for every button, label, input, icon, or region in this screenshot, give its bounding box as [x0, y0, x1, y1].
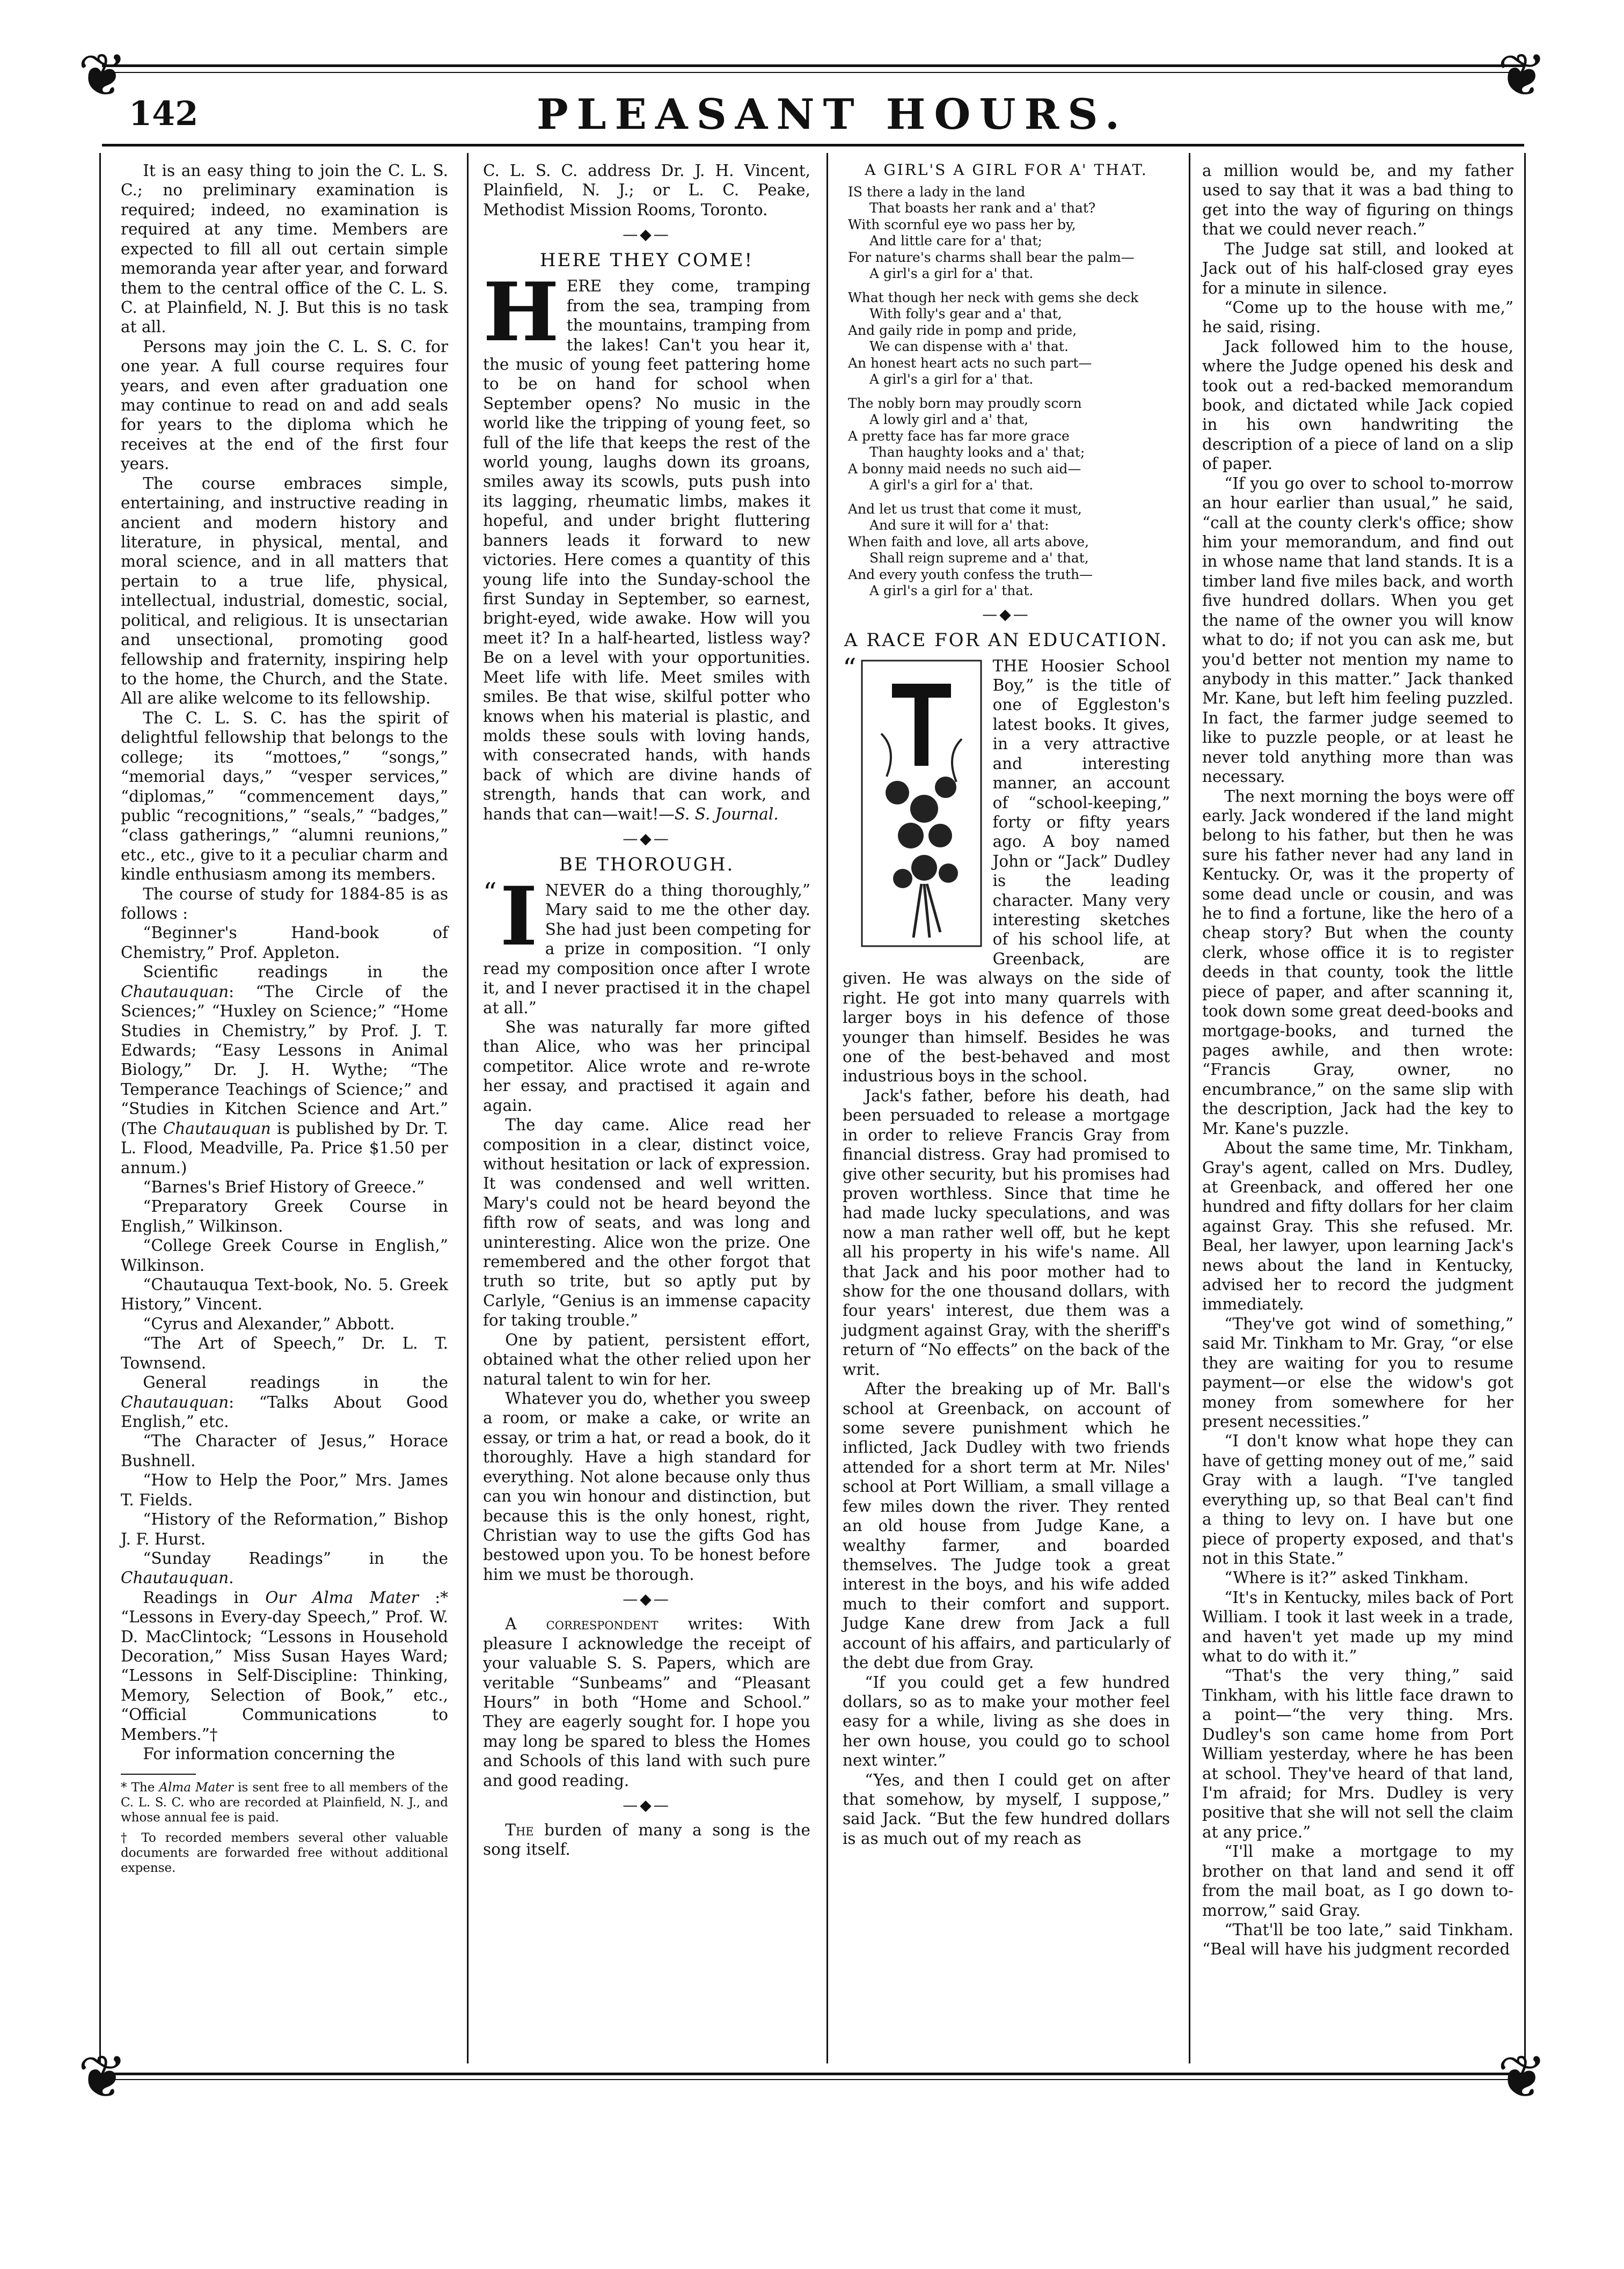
paragraph: The burden of many a song is the song itself. [483, 1821, 810, 1859]
paragraph: The Judge sat still, and looked at Jack out of his half-closed gray eyes for a minute in silence. [1202, 239, 1513, 297]
paragraph: C. L. S. C. address Dr. J. H. Vincent, Plainfield, N. J.; or L. C. Peake, Methodist Mission Rooms, Toronto. [483, 162, 810, 219]
running-head: PLEASANT HOURS. [537, 90, 1128, 139]
separator-icon: —◆— [623, 1590, 671, 1608]
header-rule-bottom [102, 144, 1524, 147]
paragraph: “Come up to the house with me,” he said, rising. [1202, 298, 1513, 336]
poem-line: And little care for a' that; [869, 233, 1042, 249]
poem-line: Than haughty looks and a' that; [869, 444, 1085, 460]
article-heading: BE THOROUGH. [559, 854, 735, 876]
paragraph: “That'll be too late,” said Tinkham. “Beal will have his judgment recorded [1202, 1920, 1513, 1959]
poem-line: An honest heart acts no such part— [848, 355, 1092, 371]
footer-rule-thin [102, 2079, 1524, 2080]
poem-line: And sure it will for a' that: [869, 517, 1049, 533]
poem-line: What though her neck with gems she deck [848, 289, 1139, 305]
paragraph: “I don't know what hope they can have of getting money out of me,” said Gray with a laugh. “I've tangled everything up, so that Beal can't find a thing to levy on. I have but one piece of property exposed, and that's not in this State.” [1202, 1432, 1513, 1568]
poem-line: A girl's a girl for a' that. [869, 266, 1034, 282]
poem-stanza [848, 396, 1170, 494]
footnote: † To recorded members several other valuable documents are forwarded free without additional expense. [121, 1831, 448, 1875]
paragraph: “Cyrus and Alexander,” Abbott. [143, 1314, 395, 1333]
paragraph: “If you could get a few hundred dollars, so as to make your mother feel easy for a while, living as she does in her own house, you could go to school next winter.” [843, 1673, 1170, 1770]
drop-cap: H [483, 265, 559, 360]
paragraph: She was naturally far more gifted than Alice, who was her principal competitor. Alice wrote and re-wrote her essay, and practised it again and again. [483, 1018, 810, 1115]
illustration-flowers [860, 658, 983, 948]
paragraph: A correspondent writes: With pleasure I acknowledge the receipt of your valuable S. S. Papers, which are veritable “Sunbeams” and “Pleasant Hours” in both “Home and School.” They are eagerly sought for. I hope you may long be spared to bless the Homes and Schools of this land with such pure and good reading. [483, 1615, 810, 1790]
paragraph: About the same time, Mr. Tinkham, Gray's agent, called on Mrs. Dudley, at Greenback, and offered her one hundred and fifty dollars for her claim against Gray. This she refused. Mr. Beal, her lawyer, upon learning Jack's news about the land in Kentucky, advised her to record the judgment immediately. [1202, 1139, 1513, 1314]
paragraph: “That's the very thing,” said Tinkham, with his little face drawn to a point—“the very thing. Mrs. Dudley's son came home from Port William yesterday, where he has been at school. They've heard of that land, I'm afraid; for Mrs. Dudley is very positive that she will not sell the claim at any price.” [1202, 1666, 1513, 1841]
poem-line: For nature's charms shall bear the palm— [848, 249, 1135, 265]
separator-icon: —◆— [623, 830, 671, 848]
drop-cap: I [500, 869, 538, 964]
poem-stanza [848, 501, 1170, 599]
ornament-bottom-left-icon: ❦ [78, 2043, 128, 2111]
paragraph: “College Greek Course in English,” Wilkinson. [121, 1236, 448, 1275]
poem-stanza [848, 290, 1170, 388]
poem-line: And let us trust that come it must, [848, 501, 1082, 517]
poem-line: With folly's gear and a' that, [869, 306, 1062, 322]
poem-line: A girl's a girl for a' that. [869, 371, 1034, 387]
paragraph: “Barnes's Brief History of Greece.” [143, 1177, 425, 1196]
footer-rule [102, 2073, 1524, 2075]
column-rule-3 [1189, 153, 1190, 2063]
paragraph: “It's in Kentucky, miles back of Port William. I took it last week in a trade, and haven't yet made up my mind what to do with it.” [1202, 1588, 1513, 1666]
poem-line: We can dispense with a' that. [869, 339, 1069, 355]
paragraph: For information concerning the [143, 1745, 395, 1763]
column-rule-right [1524, 153, 1526, 2063]
paragraph: Whatever you do, whether you sweep a room, or make a cake, or write an essay, or trim a hat, or read a book, do it thoroughly. Have a high standard for everything. Not alone because only thus can you win honour and distinction, but because this is the only honest, right, Christian way to use the gifts God has bestowed upon you. To be honest before him we must be thorough. [483, 1389, 810, 1584]
poem-line: Shall reign supreme and a' that, [869, 550, 1089, 566]
article-heading: A RACE FOR AN EDUCATION. [844, 629, 1168, 651]
poem-line: IS there a lady in the land [848, 184, 1026, 200]
header-rule-top [102, 64, 1524, 67]
article-heading: HERE THEY COME! [539, 250, 754, 272]
poem-line: A girl's a girl for a' that. [869, 477, 1034, 493]
paragraph: “ I NEVER do a thing thoroughly,” Mary said to me the other day. She had just been competing for a prize in composition. “I only read my composition once after I wrote it, and I never practised it in the chapel at all.” [483, 869, 810, 1017]
paragraph: “They've got wind of something,” said Mr. Tinkham to Mr. Gray, “or else they are waiting for you to resume payment—or else the widow's got money from somewhere for her present necessities.” [1202, 1314, 1513, 1431]
column-4 [1202, 161, 1513, 1959]
poem-stanza [848, 184, 1170, 282]
paragraph: “History of the Reformation,” Bishop J. F. Hurst. [121, 1510, 448, 1548]
separator-icon: —◆— [623, 1796, 671, 1814]
paragraph: The next morning the boys were off early. Jack wondered if the land might belong to his father, but then he was sure his father never had any land in Kentucky. Or, was it the property of some dead uncle or cousin, and was he to find a fortune, like the hero of a cheap story? But when the county clerk, whose office it is to register deeds in that county, took the little piece of paper, and after scanning it, took down some great deed-books and mortgage-books, and turned the pages awhile, and then wrote: “Francis Gray, owner, no encumbrance,” on the same slip with the description, Jack had the key to Mr. Kane's puzzle. [1202, 787, 1513, 1138]
paragraph: “How to Help the Poor,” Mrs. James T. Fields. [121, 1471, 448, 1509]
paragraph: “Preparatory Greek Course in English,” Wilkinson. [121, 1197, 448, 1235]
column-1 [121, 161, 448, 1876]
poem-line: A bonny maid needs no such aid— [848, 460, 1081, 477]
poem [848, 184, 1170, 599]
poem-line: With scornful eye wo pass her by, [848, 216, 1076, 232]
paragraph: One by patient, persistent effort, obtained what the other relied upon her natural talent to win for her. [483, 1330, 810, 1388]
column-rule-2 [826, 153, 828, 2063]
paragraph: Jack followed him to the house, where the Judge opened his desk and took out a red-backed memorandum book, and dictated while Jack copied in his own handwriting the description of a piece of land on a slip of paper. [1202, 337, 1513, 473]
paragraph: “The Art of Speech,” Dr. L. T. Townsend. [121, 1334, 448, 1372]
paragraph: The day came. Alice read her composition in a clear, distinct voice, without hesitation or lack of expression. It was condensed and well written. Mary's could not be heard beyond the fifth row of seats, and was long and uninteresting. Alice won the prize. One remembered and the other forgot that truth so trite, but so aptly put by Carlyle, “Genius is an immense capacity for taking trouble.” [483, 1116, 810, 1330]
footnote-rule [121, 1774, 196, 1775]
footnote: * The Alma Mater is sent free to all members of the C. L. S. C. who are recorded at Plainfield, N. J., and whose annual fee is paid. [121, 1780, 448, 1825]
poem-line: When faith and love, all arts above, [848, 533, 1089, 550]
paragraph: “The Character of Jesus,” Horace Bushnell. [121, 1432, 448, 1470]
separator-icon: —◆— [623, 225, 671, 244]
ornament-bottom-right-icon: ❦ [1497, 2043, 1547, 2111]
separator-icon: —◆— [982, 605, 1030, 623]
paragraph: “Where is it?” asked Tinkham. [1224, 1569, 1469, 1587]
poem-line: The nobly born may proudly scorn [848, 395, 1082, 411]
paragraph: HERE they come, tramping from the sea, tramping from the mountains, tramping from the lakes! Can't you hear it, the music of young feet pattering home to be on hand for school when September opens? No music in the world like the tripping of young feet, so full of the life that keeps the rest of the world young, laughs down its groans, smiles away its scowls, puts push into its lagging, rheumatic limbs, makes it hopeful, and under bright fluttering banners leads it forward to new victories. Here comes a quantity of this young life into the Sunday-school the first Sunday in September, so earnest, bright-eyed, wide awake. How will you meet it? In a half-hearted, listless way? Be on a level with your opportunities. Meet life with life. Meet smiles with smiles. Be that wise, skilful potter who knows when his material is plastic, and molds these souls with loving hands, with consecrated hands, with hands back of which are divine hands of strength, hands that can work, and hands that can—wait!—S. S. Journal. [483, 265, 810, 823]
paragraph: “Beginner's Hand-book of Chemistry,” Prof. Appleton. [121, 924, 448, 962]
poem-line: A pretty face has far more grace [848, 428, 1070, 444]
paragraph: General readings in the Chautauquan: “Talks About Good English,” etc. [121, 1373, 448, 1431]
paragraph: Jack's father, before his death, had been persuaded to release a mortgage in order to relieve Francis Gray from financial distress. Gray had promised to give other security, but his promises had proven worthless. Since that time he had made lucky speculations, and was now a man rather well off, but he kept all his property in his wife's name. All that Jack and his poor mother had to show for the one thousand dollars, with four years' interest, due them was a judgment against Gray, with the sheriff's return of “No effects” on the back of the writ. [843, 1086, 1170, 1379]
paragraph: It is an easy thing to join the C. L. S. C.; no preliminary examination is required; indeed, no examination is required at any time. Members are expected to fill all out certain simple memoranda year after year, and forward them to the central office of the C. L. S. C. at Plainfield, N. J. But this is no task at all. [121, 162, 448, 336]
paragraph: Persons may join the C. L. S. C. for one year. A full course requires four years, and even after graduation one may continue to read on and add seals for years to the diploma which he receives at the end of the first four years. [121, 337, 448, 473]
paragraph: “I'll make a mortgage to my brother on that land and send it off from the mail boat, as I go down to-morrow,” said Gray. [1202, 1842, 1513, 1920]
column-rule-1 [467, 153, 469, 2063]
ornament-top-right-icon: ❦ [1497, 41, 1547, 109]
poem-line: A lowly girl and a' that, [869, 412, 1029, 428]
paragraph: Scientific readings in the Chautauquan: “The Circle of the Sciences;” “Huxley on Science;” “Home Studies in Chemistry,” by Prof. J. T. Edwards; “Easy Lessons in Animal Biology,” Dr. J. H. Wythe; “The Temperance Teachings of Science;” and “Studies in Kitchen Science and Art.” (The Chautauquan is published by Dr. T. L. Flood, Meadville, Pa. Price $1.50 per annum.) [121, 963, 448, 1177]
ornament-top-left-icon: ❦ [78, 41, 128, 109]
column-3 [843, 161, 1170, 1848]
paragraph: The C. L. S. C. has the spirit of delightful fellowship that belongs to the college; its “mottoes,” “songs,” “memorial days,” “vesper services,” “diplomas,” “commencement days,” public “recognitions,” “seals,” “badges,” “class gatherings,” “alumni reunions,” etc., etc., give to it a peculiar charm and kindle enthusiasm among its members. [121, 708, 448, 884]
poem-line: That boasts her rank and a' that? [869, 200, 1096, 216]
poem-title: A GIRL'S A GIRL FOR A' THAT. [865, 161, 1148, 179]
header-rule-top-thin [102, 72, 1524, 73]
paragraph: After the breaking up of Mr. Ball's school at Greenback, on account of some severe punishment which he inflicted, Jack Dudley with two friends attended for a short term at Mr. Niles' school at Port William, a small village a few miles down the river. They rented an old house from Judge Kane, a wealthy farmer, and boarded themselves. The Judge took a great interest in the boys, and his wife added much to their comfort and support. Judge Kane drew from Jack a full account of his affairs, and particularly of the debt due from Gray. [843, 1380, 1170, 1672]
poem-line: And gaily ride in pomp and pride, [848, 322, 1077, 338]
paragraph: a million would be, and my father used to say that it was a bad thing to get into the way of figuring on things that we could never reach.” [1202, 162, 1513, 239]
paragraph: “If you go over to school to-morrow an hour earlier than usual,” he said, “call at the county clerk's office; show him your memorandum, and find out in whose name that land stands. It is a timber land five miles back, and worth five hundred dollars. When you get the name of the owner you will know what to do; if not you can ask me, but you'd better not mention my name to anybody in this matter.” Jack thanked Mr. Kane, but left him feeling puzzled. In fact, the farmer judge seemed to like to puzzle people, or at least he never told anything more than was necessary. [1202, 474, 1513, 786]
paragraph: “ THE Hoosier School Boy,” is the title of one of Eggleston's latest books. It gives, in a very attractive and interesting manner, an account of “school-keeping,” forty or fifty years ago. A boy named John or “Jack” Dudley is the leading character. Many very interesting sketches of his school life, at Greenback, are given. He was always on the side of right. He got into many quarrels with larger boys in his defence of those younger than himself. Besides he was one of the best-behaved and most industrious boys in the school. [843, 652, 1170, 1086]
page-number: 142 [129, 94, 199, 133]
paragraph: “Yes, and then I could get on after that somehow, by myself, I suppose,” said Jack. “But the few hundred dollars is as much out of my reach as [843, 1770, 1170, 1848]
paragraph: Readings in Our Alma Mater :* “Lessons in Every-day Speech,” Prof. W. D. MacClintock; “Lessons in Household Decoration,” Miss Susan Hayes Ward; “Lessons in Self-Discipline: Thinking, Memory, Selection of Book,” etc., “Official Communications to Members.”† [121, 1588, 448, 1744]
poem-line: And every youth confess the truth— [848, 566, 1093, 582]
paragraph: The course embraces simple, entertaining, and instructive reading in ancient and modern history and literature, in physical, mental, and moral science, and in all matters that pertain to a true life, physical, intellectual, industrial, domestic, social, political, and religious. It is unsectarian and unsectional, promoting good fellowship and fraternity, inspiring help to the home, the Church, and the State. All are alike welcome to its fellowship. [121, 474, 448, 708]
column-rule-left [99, 153, 101, 2063]
column-2 [483, 161, 810, 1860]
paragraph: The course of study for 1884-85 is as follows : [121, 884, 448, 923]
paragraph: “Sunday Readings” in the Chautauquan. [121, 1549, 448, 1587]
paragraph: “Chautauqua Text-book, No. 5. Greek History,” Vincent. [121, 1276, 448, 1314]
poem-line: A girl's a girl for a' that. [869, 583, 1034, 599]
